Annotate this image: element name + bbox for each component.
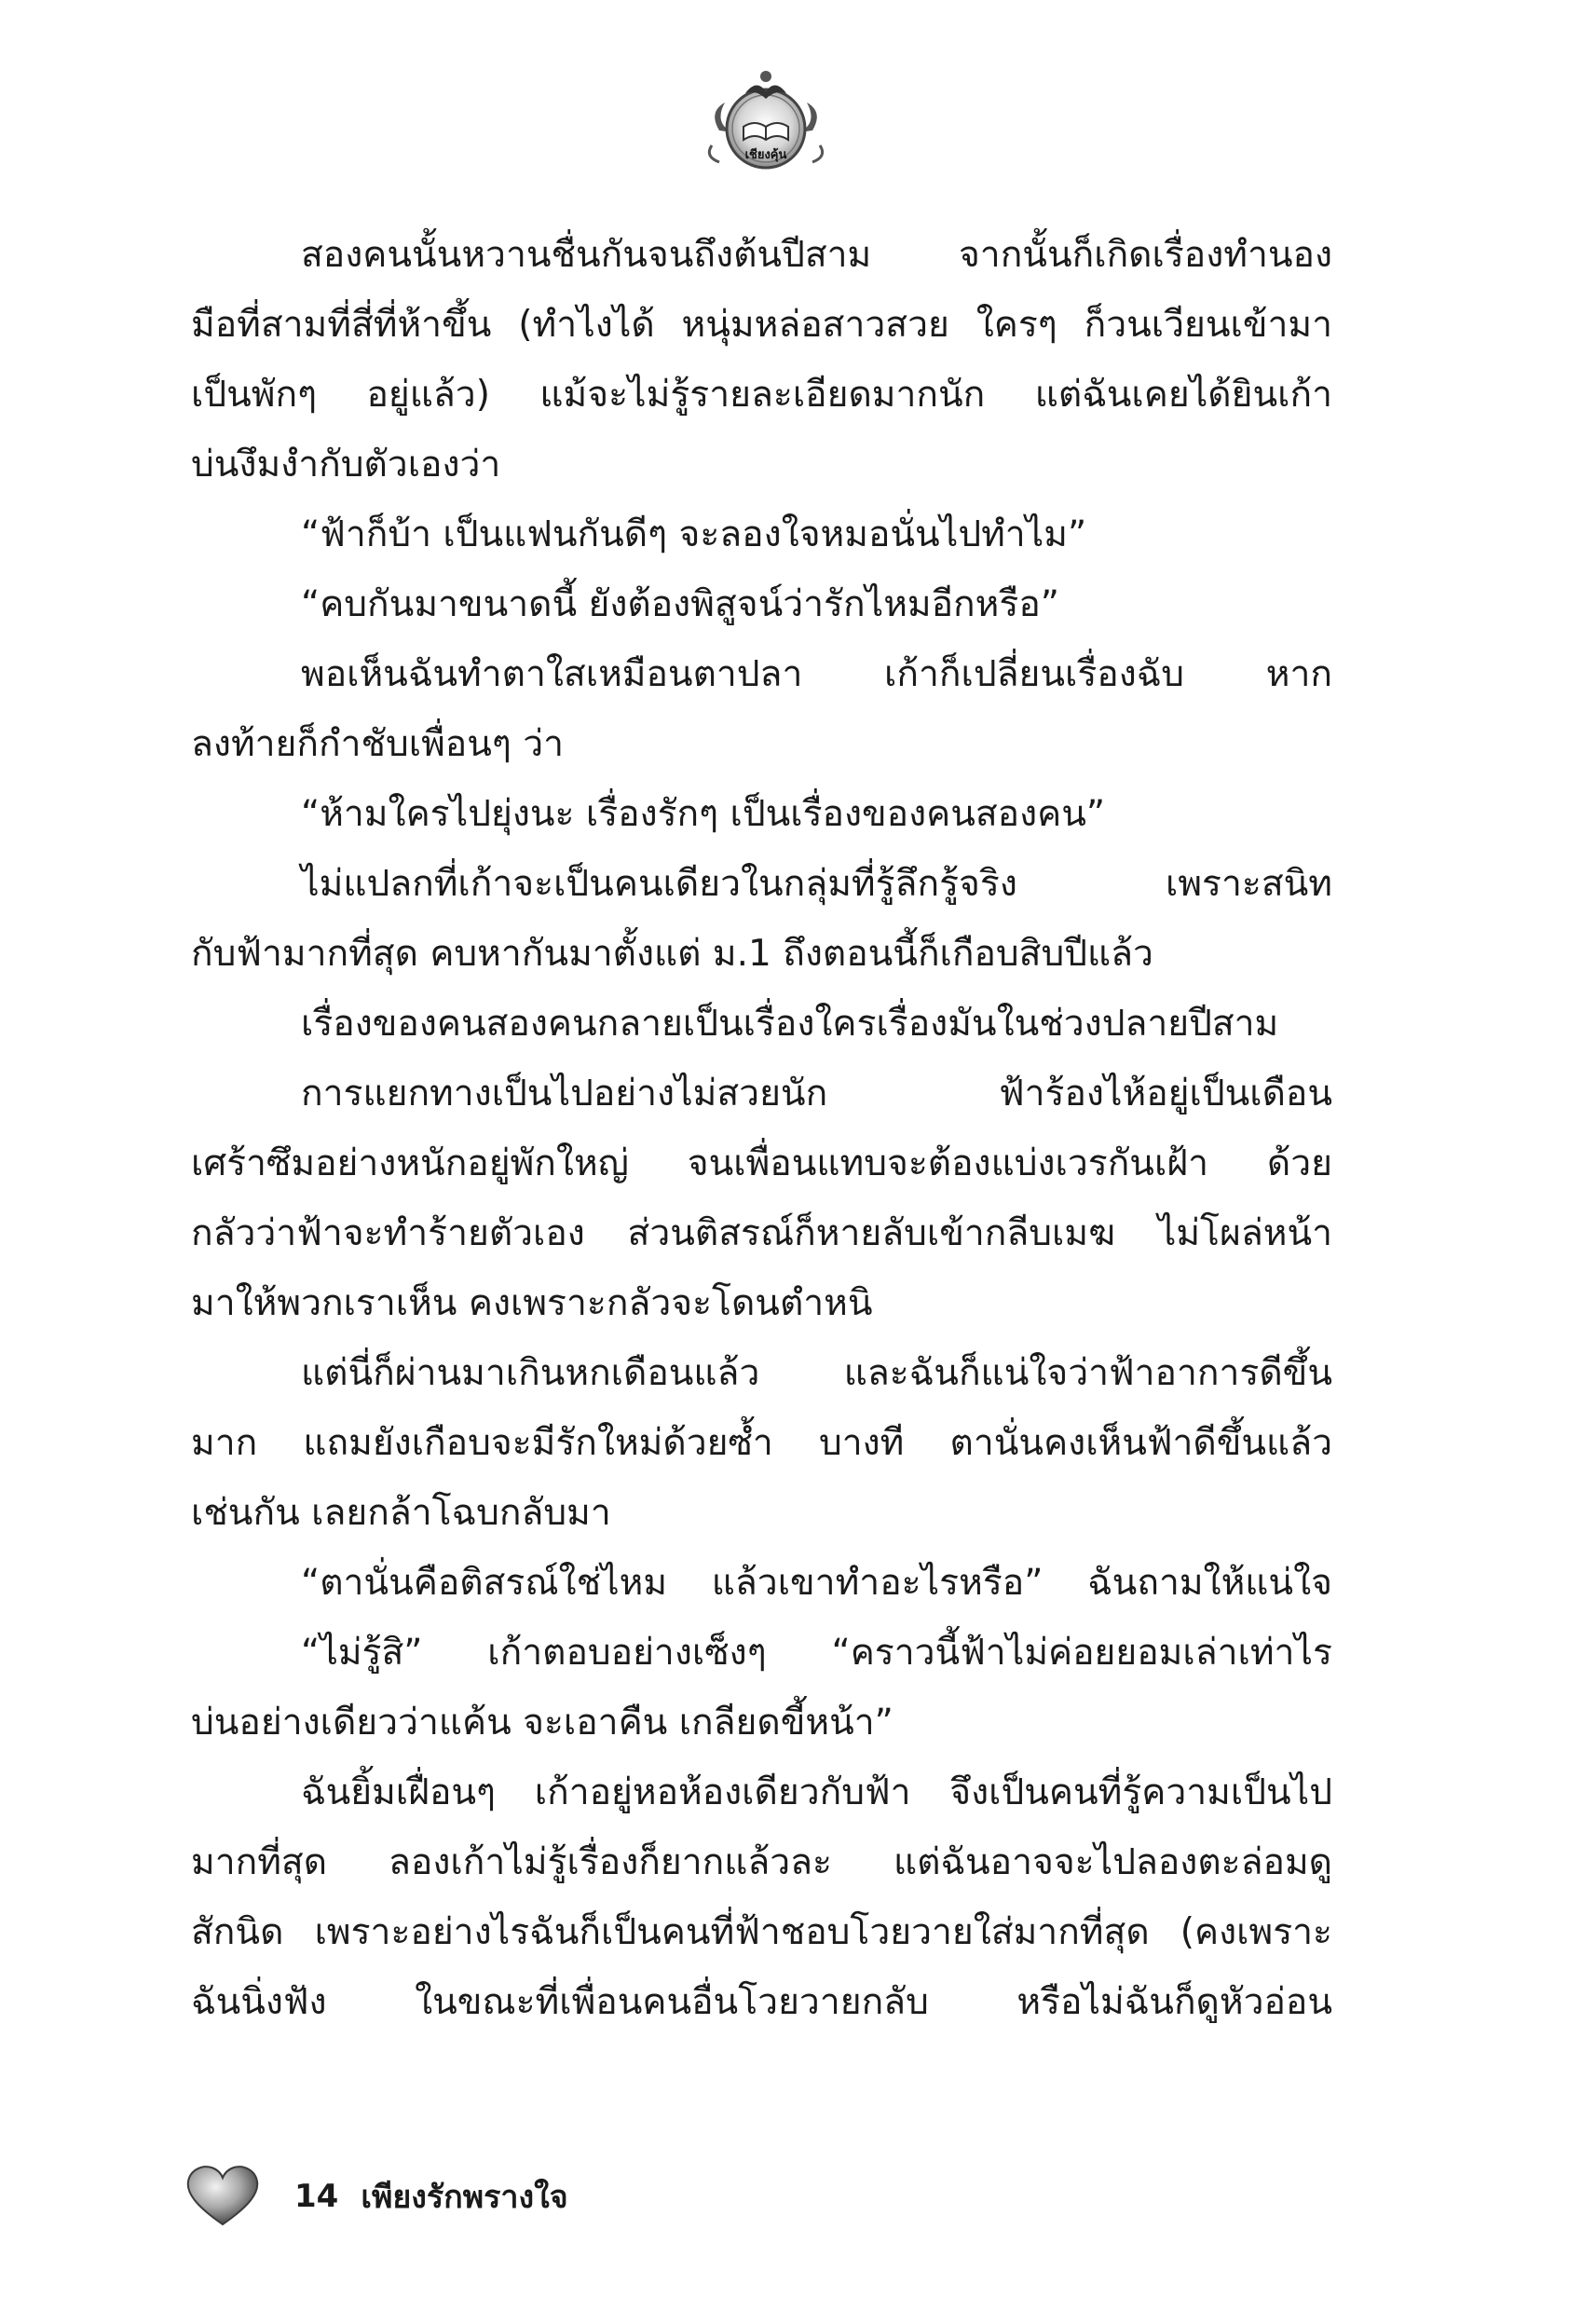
text-line: สองคนนั้นหวานชื่นกันจนถึงต้นปีสาม จากนั้นก็เกิดเรื่องทำนอง [301, 234, 1332, 276]
text-line: มือที่สามที่สี่ที่ห้าขึ้น (ทำไงได้ หนุ่มหล่อสาวสวย ใครๆ ก็วนเวียนเข้ามา [191, 304, 1332, 346]
book-title: เพียงรักพรางใจ [361, 2179, 568, 2216]
text-line: เป็นพักๆ อยู่แล้ว) แม้จะไม่รู้รายละเอียดมากนัก แต่ฉันเคยได้ยินเก้า [191, 374, 1332, 416]
page-number: 14 [294, 2178, 339, 2215]
text-line: มาให้พวกเราเห็น คงเพราะกลัวจะโดนตำหนิ [191, 1282, 873, 1324]
text-line: พอเห็นฉันทำตาใสเหมือนตาปลา เก้าก็เปลี่ยนเรื่องฉับ หาก [301, 653, 1332, 695]
text-line: เช่นกัน เลยกล้าโฉบกลับมา [191, 1492, 611, 1534]
text-line: เศร้าซึมอย่างหนักอยู่พักใหญ่ จนเพื่อนแทบจะต้องแบ่งเวรกันเฝ้า ด้วย [191, 1142, 1332, 1184]
book-emblem-icon [701, 65, 831, 177]
page-footer [184, 2164, 568, 2229]
logo-text: เชียงคุ้น [744, 148, 787, 162]
text-line: เรื่องของคนสองคนกลายเป็นเรื่องใครเรื่องมันในช่วงปลายปีสาม [301, 1003, 1279, 1045]
text-line: “ตานั่นคือติสรณ์ใช่ไหม แล้วเขาทำอะไรหรือ” ฉันถามให้แน่ใจ [301, 1562, 1332, 1604]
text-line: “คบกันมาขนาดนี้ ยังต้องพิสูจน์ว่ารักไหมอีกหรือ” [301, 583, 1059, 625]
text-line: กลัวว่าฟ้าจะทำร้ายตัวเอง ส่วนติสรณ์ก็หายลับเข้ากลีบเมฆ ไม่โผล่หน้า [191, 1212, 1332, 1254]
text-line: มากที่สุด ลองเก้าไม่รู้เรื่องก็ยากแล้วละ แต่ฉันอาจจะไปลองตะล่อมดู [191, 1841, 1332, 1883]
text-line: แต่นี่ก็ผ่านมาเกินหกเดือนแล้ว และฉันก็แน่ใจว่าฟ้าอาการดีขึ้น [301, 1352, 1332, 1394]
text-line: ลงท้ายก็กำชับเพื่อนๆ ว่า [191, 723, 565, 765]
text-line: บ่นงึมงำกับตัวเองว่า [191, 444, 501, 485]
text-line: “ฟ้าก็บ้า เป็นแฟนกันดีๆ จะลองใจหมอนั่นไปทำไม” [301, 513, 1087, 555]
text-line: “ห้ามใครไปยุ่งนะ เรื่องรักๆ เป็นเรื่องของคนสองคน” [301, 793, 1106, 835]
text-line: กับฟ้ามากที่สุด คบหากันมาตั้งแต่ ม.1 ถึงตอนนี้ก็เกือบสิบปีแล้ว [191, 933, 1153, 975]
story-text [191, 220, 1332, 2037]
text-line: ไม่แปลกที่เก้าจะเป็นคนเดียวในกลุ่มที่รู้ลึกรู้จริง เพราะสนิท [301, 863, 1332, 905]
text-line: บ่นอย่างเดียวว่าแค้น จะเอาคืน เกลียดขี้หน้า” [191, 1702, 893, 1744]
text-line: สักนิด เพราะอย่างไรฉันก็เป็นคนที่ฟ้าชอบโวยวายใส่มากที่สุด (คงเพราะ [191, 1911, 1332, 1953]
text-line: ฉันนิ่งฟัง ในขณะที่เพื่อนคนอื่นโวยวายกลับ หรือไม่ฉันก็ดูหัวอ่อน [191, 1981, 1332, 2023]
heart-icon [184, 2165, 261, 2228]
text-line: การแยกทางเป็นไปอย่างไม่สวยนัก ฟ้าร้องไห้อยู่เป็นเดือน [301, 1073, 1332, 1114]
text-line: มาก แถมยังเกือบจะมีรักใหม่ด้วยซ้ำ บางที ตานั่นคงเห็นฟ้าดีขึ้นแล้ว [191, 1422, 1332, 1464]
text-line: ฉันยิ้มเฝื่อนๆ เก้าอยู่หอห้องเดียวกับฟ้า จึงเป็นคนที่รู้ความเป็นไป [301, 1771, 1332, 1813]
text-line: “ไม่รู้สิ” เก้าตอบอย่างเซ็งๆ “คราวนี้ฟ้าไม่ค่อยยอมเล่าเท่าไร [301, 1632, 1332, 1674]
